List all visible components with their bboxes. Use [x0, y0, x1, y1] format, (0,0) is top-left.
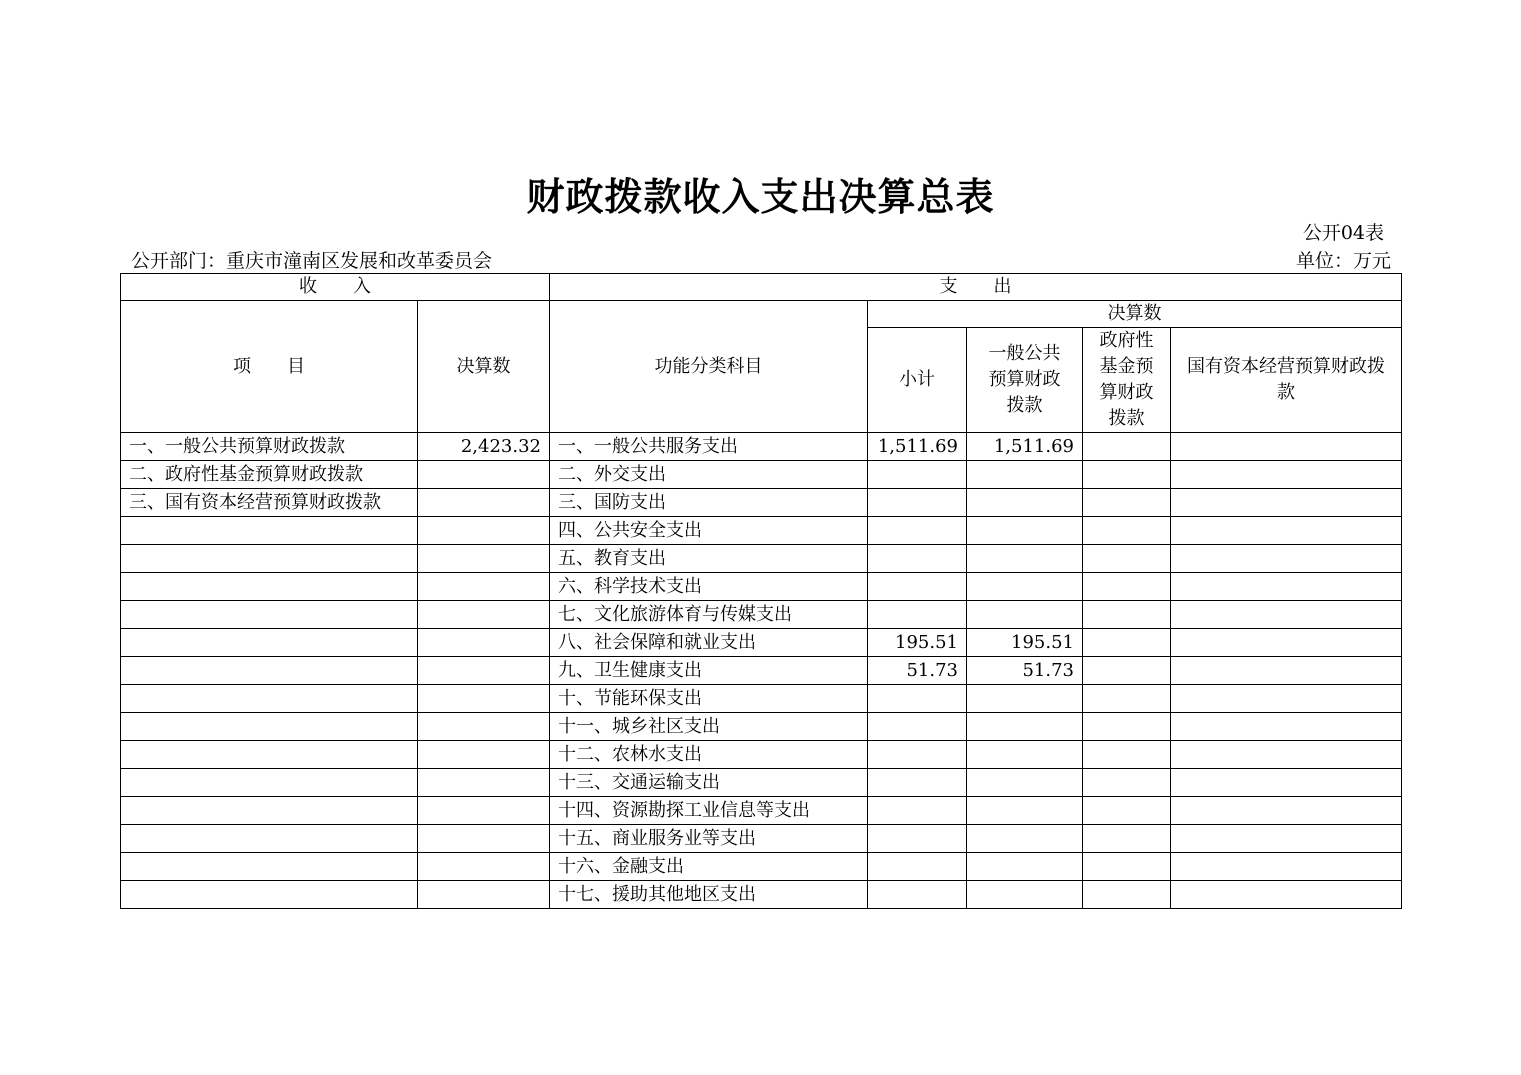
income-item-cell — [121, 741, 418, 769]
table-row — [121, 769, 1402, 797]
income-amount-cell — [418, 713, 550, 741]
state-capital-cell — [1171, 573, 1402, 601]
income-item-cell — [121, 545, 418, 573]
table-row — [121, 881, 1402, 909]
table-row — [121, 517, 1402, 545]
income-amount-cell — [418, 629, 550, 657]
general-budget-cell — [967, 573, 1083, 601]
income-item-cell — [121, 517, 418, 545]
subtotal-cell — [868, 825, 967, 853]
income-item-cell — [121, 769, 418, 797]
budget-table — [120, 273, 1402, 909]
state-capital-cell — [1171, 825, 1402, 853]
table-row — [121, 797, 1402, 825]
general-budget-cell — [967, 461, 1083, 489]
subtotal-cell — [868, 713, 967, 741]
subtotal-cell — [868, 517, 967, 545]
general-budget-cell — [967, 769, 1083, 797]
expense-item-cell: 四、公共安全支出 — [550, 517, 868, 545]
subtotal-cell — [868, 489, 967, 517]
expense-item-cell: 八、社会保障和就业支出 — [550, 629, 868, 657]
gov-fund-cell — [1083, 685, 1171, 713]
income-header: 收 入 — [121, 274, 550, 301]
state-capital-cell — [1171, 769, 1402, 797]
general-budget-header: 一般公共预算财政拨款 — [967, 328, 1083, 433]
expense-item-cell: 十二、农林水支出 — [550, 741, 868, 769]
expense-item-cell: 七、文化旅游体育与传媒支出 — [550, 601, 868, 629]
table-row — [121, 741, 1402, 769]
gov-fund-cell — [1083, 853, 1171, 881]
income-amount-cell — [418, 601, 550, 629]
subtotal-cell — [868, 797, 967, 825]
gov-fund-cell — [1083, 825, 1171, 853]
subtotal-cell — [868, 573, 967, 601]
state-capital-cell — [1171, 797, 1402, 825]
general-budget-cell — [967, 489, 1083, 517]
income-amount-cell — [418, 853, 550, 881]
expense-item-cell: 九、卫生健康支出 — [550, 657, 868, 685]
income-amount-cell — [418, 881, 550, 909]
gov-fund-cell — [1083, 573, 1171, 601]
gov-fund-cell — [1083, 545, 1171, 573]
expense-item-cell: 十六、金融支出 — [550, 853, 868, 881]
income-amount-cell — [418, 545, 550, 573]
gov-fund-cell — [1083, 461, 1171, 489]
state-capital-cell — [1171, 545, 1402, 573]
table-row — [121, 573, 1402, 601]
expense-item-cell: 十五、商业服务业等支出 — [550, 825, 868, 853]
table-row — [121, 853, 1402, 881]
table-row — [121, 461, 1402, 489]
general-budget-cell: 1,511.69 — [967, 433, 1083, 461]
general-budget-cell — [967, 797, 1083, 825]
income-item-cell: 二、政府性基金预算财政拨款 — [121, 461, 418, 489]
income-amount-cell — [418, 657, 550, 685]
state-capital-cell — [1171, 433, 1402, 461]
general-budget-cell: 195.51 — [967, 629, 1083, 657]
income-amount-cell — [418, 461, 550, 489]
expense-item-cell: 二、外交支出 — [550, 461, 868, 489]
subtotal-cell: 1,511.69 — [868, 433, 967, 461]
state-capital-cell — [1171, 685, 1402, 713]
general-budget-cell — [967, 853, 1083, 881]
gov-fund-cell — [1083, 629, 1171, 657]
subtotal-cell — [868, 461, 967, 489]
income-item-cell — [121, 881, 418, 909]
income-item-cell — [121, 657, 418, 685]
expense-item-cell: 六、科学技术支出 — [550, 573, 868, 601]
expense-item-cell: 十、节能环保支出 — [550, 685, 868, 713]
income-amount-cell — [418, 517, 550, 545]
income-item-cell — [121, 825, 418, 853]
income-amount-cell — [418, 769, 550, 797]
income-item-cell — [121, 601, 418, 629]
income-item-cell — [121, 685, 418, 713]
general-budget-cell — [967, 517, 1083, 545]
gov-fund-cell — [1083, 433, 1171, 461]
general-budget-cell: 51.73 — [967, 657, 1083, 685]
gov-fund-cell — [1083, 601, 1171, 629]
income-item-cell — [121, 713, 418, 741]
table-row — [121, 685, 1402, 713]
gov-fund-cell — [1083, 657, 1171, 685]
gov-fund-header: 政府性基金预算财政拨款 — [1083, 328, 1171, 433]
income-amount-cell — [418, 489, 550, 517]
subtotal-cell — [868, 769, 967, 797]
income-amount-cell — [418, 825, 550, 853]
table-row — [121, 657, 1402, 685]
state-capital-cell — [1171, 601, 1402, 629]
expense-item-cell: 十七、援助其他地区支出 — [550, 881, 868, 909]
state-capital-header: 国有资本经营预算财政拨款 — [1171, 328, 1402, 433]
expense-item-cell: 一、一般公共服务支出 — [550, 433, 868, 461]
general-budget-cell — [967, 545, 1083, 573]
gov-fund-cell — [1083, 769, 1171, 797]
gov-fund-cell — [1083, 741, 1171, 769]
income-amount-header: 决算数 — [418, 301, 550, 433]
subtotal-cell — [868, 601, 967, 629]
income-item-cell: 一、一般公共预算财政拨款 — [121, 433, 418, 461]
expense-item-cell: 十三、交通运输支出 — [550, 769, 868, 797]
table-row — [121, 545, 1402, 573]
expense-item-cell: 十一、城乡社区支出 — [550, 713, 868, 741]
income-item-cell — [121, 629, 418, 657]
subtotal-cell — [868, 685, 967, 713]
general-budget-cell — [967, 741, 1083, 769]
subtotal-cell — [868, 853, 967, 881]
table-body — [121, 433, 1402, 909]
state-capital-cell — [1171, 881, 1402, 909]
general-budget-cell — [967, 825, 1083, 853]
state-capital-cell — [1171, 713, 1402, 741]
income-item-cell — [121, 797, 418, 825]
table-row — [121, 601, 1402, 629]
general-budget-cell — [967, 881, 1083, 909]
income-amount-cell — [418, 797, 550, 825]
subtotal-cell — [868, 881, 967, 909]
expense-item-cell: 十四、资源勘探工业信息等支出 — [550, 797, 868, 825]
general-budget-cell — [967, 601, 1083, 629]
state-capital-cell — [1171, 657, 1402, 685]
income-amount-cell — [418, 685, 550, 713]
income-amount-cell — [418, 741, 550, 769]
function-category-header: 功能分类科目 — [550, 301, 868, 433]
state-capital-cell — [1171, 853, 1402, 881]
gov-fund-cell — [1083, 797, 1171, 825]
gov-fund-cell — [1083, 517, 1171, 545]
table-row — [121, 433, 1402, 461]
gov-fund-cell — [1083, 881, 1171, 909]
state-capital-cell — [1171, 517, 1402, 545]
gov-fund-cell — [1083, 713, 1171, 741]
department-label: 公开部门：重庆市潼南区发展和改革委员会 — [131, 250, 493, 272]
subtotal-cell: 51.73 — [868, 657, 967, 685]
state-capital-cell — [1171, 489, 1402, 517]
item-header: 项 目 — [121, 301, 418, 433]
table-row — [121, 629, 1402, 657]
table-row — [121, 489, 1402, 517]
general-budget-cell — [967, 713, 1083, 741]
income-amount-cell — [418, 573, 550, 601]
unit-label: 单位：万元 — [1295, 250, 1391, 272]
table-row — [121, 825, 1402, 853]
income-amount-cell: 2,423.32 — [418, 433, 550, 461]
general-budget-cell — [967, 685, 1083, 713]
state-capital-cell — [1171, 741, 1402, 769]
table-number: 公开04表 — [1302, 222, 1384, 244]
income-item-cell — [121, 573, 418, 601]
income-item-cell: 三、国有资本经营预算财政拨款 — [121, 489, 418, 517]
expense-item-cell: 五、教育支出 — [550, 545, 868, 573]
expense-item-cell: 三、国防支出 — [550, 489, 868, 517]
gov-fund-cell — [1083, 489, 1171, 517]
state-capital-cell — [1171, 461, 1402, 489]
subtotal-header: 小计 — [868, 328, 967, 433]
subtotal-cell — [868, 545, 967, 573]
final-amount-header: 决算数 — [868, 301, 1402, 328]
income-item-cell — [121, 853, 418, 881]
subtotal-cell — [868, 741, 967, 769]
page-title: 财政拨款收入支出决算总表 — [526, 174, 995, 219]
subtotal-cell: 195.51 — [868, 629, 967, 657]
table-row — [121, 713, 1402, 741]
expense-header: 支 出 — [550, 274, 1402, 301]
state-capital-cell — [1171, 629, 1402, 657]
